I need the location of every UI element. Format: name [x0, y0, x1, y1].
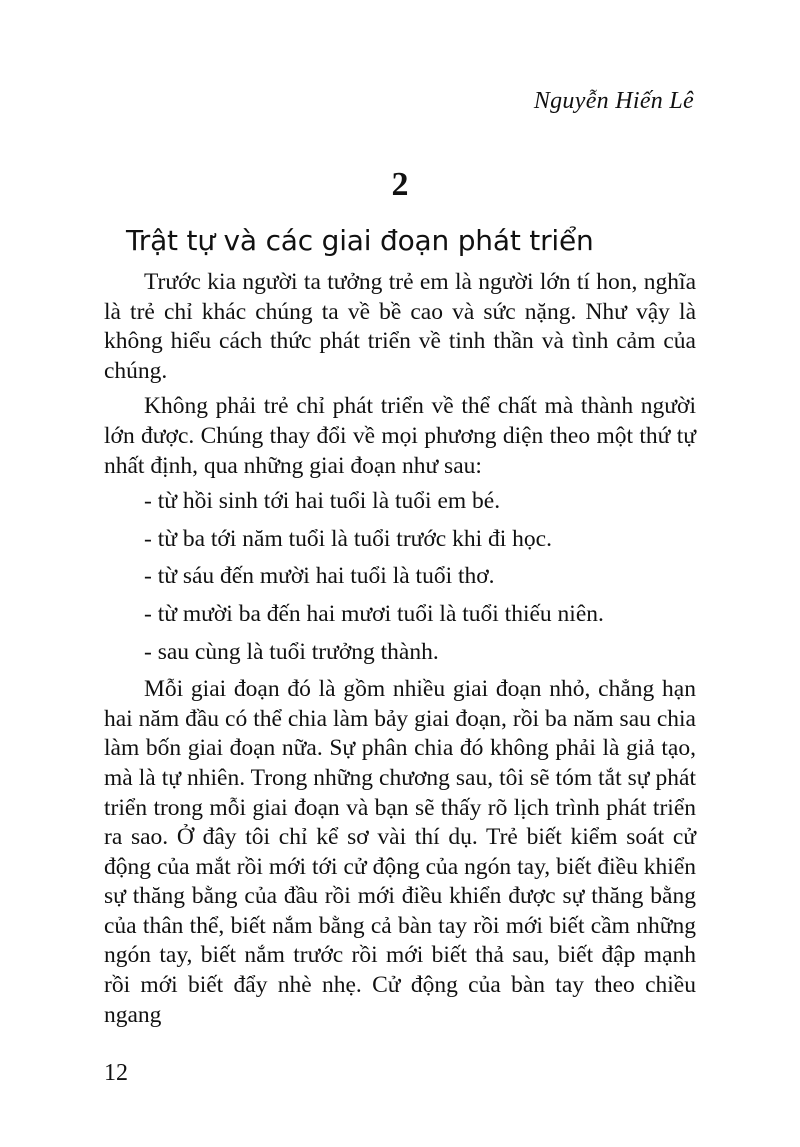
- stage-item-childhood: - từ sáu đến mười hai tuổi là tuổi thơ.: [144, 563, 495, 590]
- stage-item-adulthood: - sau cùng là tuổi trưởng thành.: [144, 638, 439, 665]
- chapter-number: 2: [391, 166, 409, 203]
- paragraph-substages: Mỗi giai đoạn đó là gồm nhiều giai đoạn nhỏ, chẳng hạn hai năm đầu có thể chia làm bảy giai đoạn, rồi ba năm sau chia làm bốn giai đoạn nữa. Sự phân chia đó không phải là giả tạo, mà là tự nhiên. Trong những chương sau, tôi sẽ tóm tắt sự phát triển trong mỗi giai đoạn và bạn sẽ thấy rõ lịch trình phát triển ra sao. Ở đây tôi chỉ kể sơ vài thí dụ. Trẻ biết kiểm soát cử động của mắt rồi mới tới cử động của ngón tay, biết điều khiển sự thăng bằng của đầu rồi mới điều khiển được sự thăng bằng của thân thể, biết nắm bằng cả bàn tay rồi mới biết cầm những ngón tay, biết nắm trước rồi mới biết thả sau, biết đập mạnh rồi mới biết đẩy nhè nhẹ. Cử động của bàn tay theo chiều ngang: [104, 676, 696, 1028]
- running-header-author: Nguyễn Hiến Lê: [533, 88, 694, 114]
- body-text: [104, 268, 696, 1036]
- paragraph-stages-intro: Không phải trẻ chỉ phát triển về thể chất mà thành người lớn được. Chúng thay đổi về mọi phương diện theo một thứ tự nhất định, qua những giai đoạn như sau:: [104, 393, 696, 479]
- paragraph-intro: Trước kia người ta tưởng trẻ em là người lớn tí hon, nghĩa là trẻ chỉ khác chúng ta về bề cao và sức nặng. Như vậy là không hiểu cách thức phát triển về tinh thần và tình cảm của chúng.: [104, 269, 696, 384]
- page-number: 12: [104, 1060, 128, 1086]
- stage-item-infant: - từ hồi sinh tới hai tuổi là tuổi em bé.: [144, 488, 501, 515]
- chapter-title: Trật tự và các giai đoạn phát triển: [126, 224, 594, 257]
- stage-item-preschool: - từ ba tới năm tuổi là tuổi trước khi đi học.: [144, 525, 552, 552]
- stage-item-adolescence: - từ mười ba đến hai mươi tuổi là tuổi thiếu niên.: [144, 600, 604, 627]
- stages-list: [104, 487, 696, 667]
